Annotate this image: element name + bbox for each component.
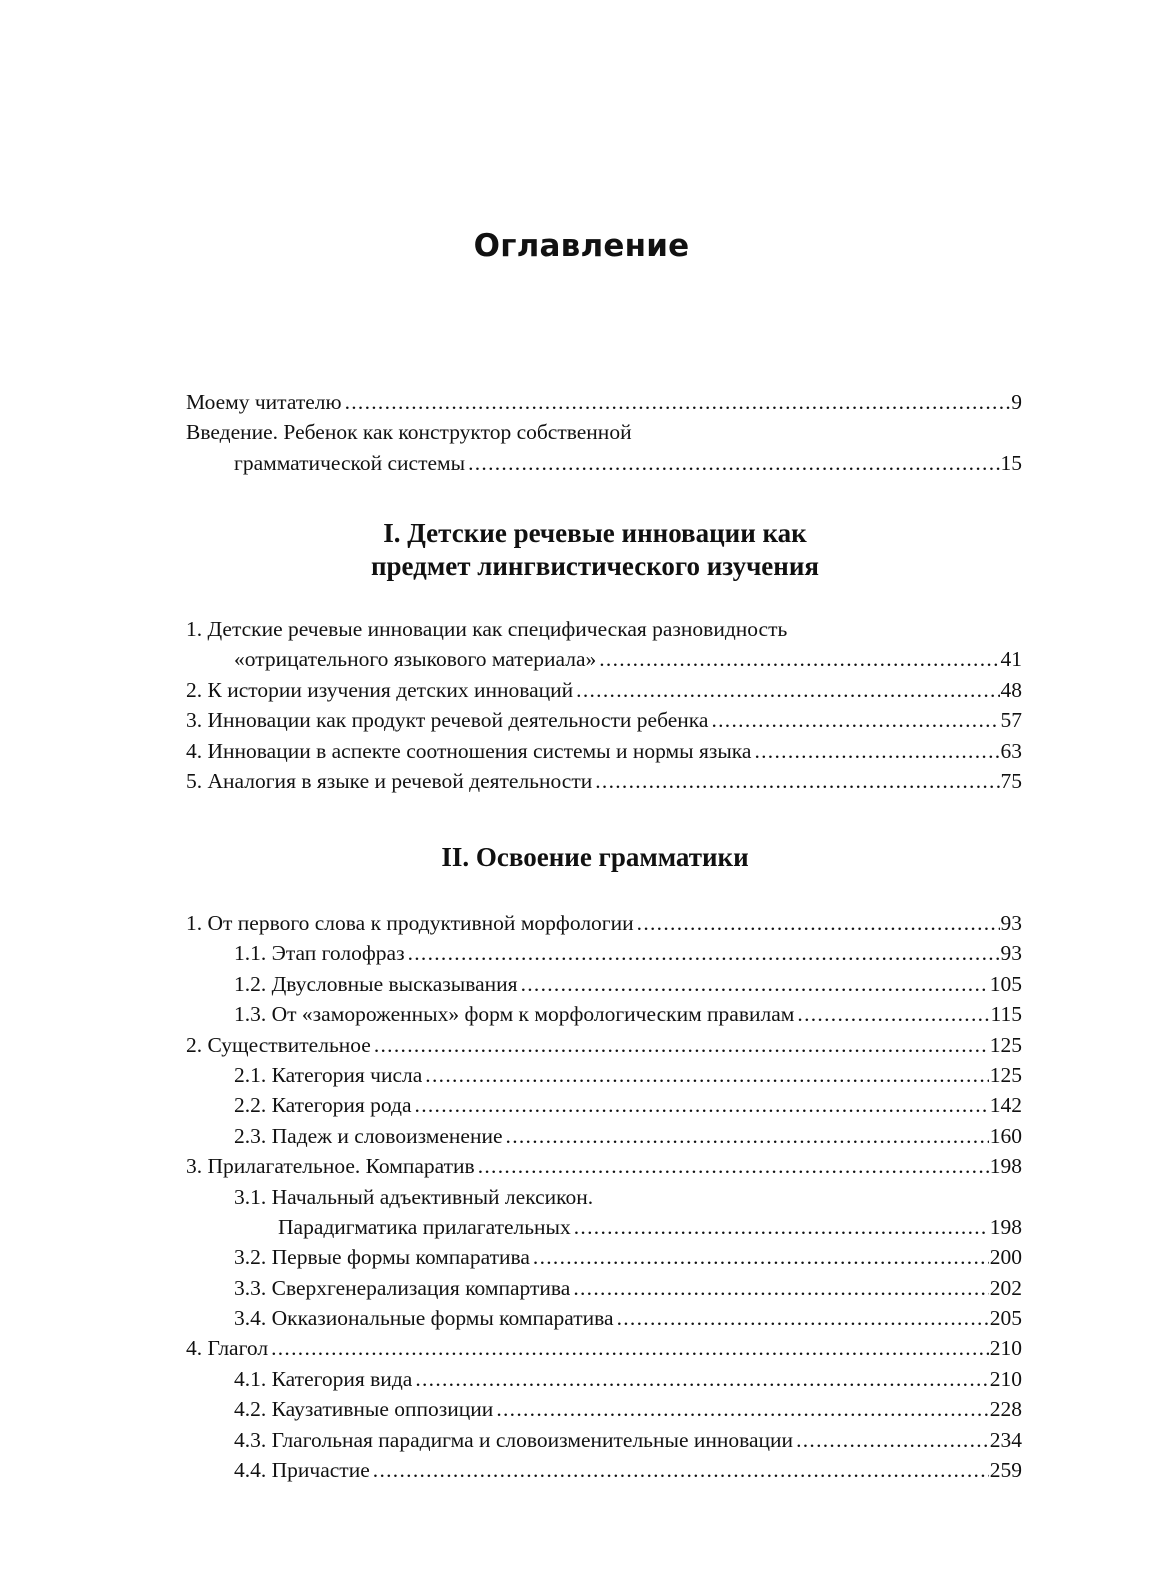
toc-entry-page-number: 93 <box>1000 941 1022 966</box>
toc-entry[interactable] <box>186 1367 1022 1397</box>
toc-entry-page-number: 160 <box>989 1123 1022 1148</box>
dot-leader <box>408 941 1000 966</box>
toc-entry[interactable] <box>186 739 1022 769</box>
toc-entry-label: 4. Глагол <box>186 1336 269 1361</box>
toc-entry-page-number: 234 <box>989 1427 1022 1452</box>
toc-entry[interactable] <box>186 1336 1022 1366</box>
section-heading-2 <box>0 841 1163 874</box>
dot-leader <box>271 1336 989 1361</box>
toc-entry-label: 1.3. От «замороженных» форм к морфологическим правилам <box>234 1002 795 1027</box>
toc-entry[interactable] <box>186 1245 1022 1275</box>
toc-entry-page-number: 200 <box>989 1245 1022 1270</box>
toc-entry[interactable] <box>186 1458 1022 1488</box>
dot-leader <box>415 1367 988 1392</box>
toc-entry[interactable] <box>186 1093 1022 1123</box>
toc-entry[interactable] <box>186 941 1022 971</box>
toc-entry[interactable] <box>186 1397 1022 1427</box>
toc-entry[interactable] <box>186 1002 1022 1032</box>
toc-entry[interactable] <box>186 617 1022 647</box>
dot-leader <box>425 1063 988 1088</box>
toc-entry-label: Моему читателю <box>186 390 342 414</box>
toc-entry-page-number: 205 <box>989 1306 1022 1331</box>
toc-entry[interactable] <box>186 390 1022 420</box>
toc-entry-page-number: 9 <box>1011 390 1022 414</box>
toc-entry[interactable] <box>186 1428 1022 1458</box>
toc-entry[interactable] <box>186 769 1022 799</box>
toc-entry[interactable] <box>186 647 1022 677</box>
toc-entry-label: Парадигматика прилагательных <box>278 1214 571 1239</box>
dot-leader <box>797 1002 989 1027</box>
toc-entry-page-number: 48 <box>1000 677 1022 702</box>
toc-entry[interactable] <box>186 1306 1022 1336</box>
toc-entry-page-number: 259 <box>989 1458 1022 1483</box>
toc-entry[interactable] <box>186 1033 1022 1063</box>
toc-entry-label: 3. Прилагательное. Компаратив <box>186 1154 475 1179</box>
toc-entry-page-number: 210 <box>989 1366 1022 1391</box>
dot-leader <box>345 390 1011 415</box>
toc-entry-label: 5. Аналогия в языке и речевой деятельности <box>186 768 593 793</box>
toc-entry-page-number: 105 <box>989 971 1022 996</box>
dot-leader <box>796 1428 989 1453</box>
toc-entry-page-number: 228 <box>989 1397 1022 1422</box>
toc-entry-page-number: 63 <box>1000 738 1022 763</box>
toc-entry-page-number: 202 <box>989 1275 1022 1300</box>
section-heading-1-line1: I. Детские речевые инновации как <box>383 518 807 548</box>
dot-leader <box>415 1093 989 1118</box>
page-title: Оглавление <box>473 228 690 264</box>
toc-entry[interactable] <box>186 678 1022 708</box>
toc-entry-label: 3.2. Первые формы компаратива <box>234 1245 530 1270</box>
toc-entry[interactable] <box>186 1063 1022 1093</box>
dot-leader <box>595 769 999 794</box>
dot-leader <box>478 1154 989 1179</box>
toc-intro-list <box>186 390 1022 481</box>
toc-entry[interactable] <box>186 1215 1022 1245</box>
toc-entry-page-number: 142 <box>989 1093 1022 1118</box>
toc-entry-label: 2.2. Категория рода <box>234 1093 412 1118</box>
toc-entry-label: 4.4. Причастие <box>234 1458 370 1483</box>
dot-leader <box>506 1124 989 1149</box>
toc-entry[interactable] <box>186 1185 1022 1215</box>
toc-entry-label: 2. К истории изучения детских инноваций <box>186 677 574 702</box>
toc-entry-label: 1. Детские речевые инновации как специфическая разновидность <box>186 617 788 641</box>
toc-entry-page-number: 198 <box>989 1214 1022 1239</box>
toc-entry[interactable] <box>186 451 1022 481</box>
toc-entry-label: 2.3. Падеж и словоизменение <box>234 1123 503 1148</box>
toc-entry-label: 1. От первого слова к продуктивной морфологии <box>186 911 634 935</box>
toc-entry-page-number: 125 <box>989 1062 1022 1087</box>
toc-entry-page-number: 75 <box>1000 768 1022 793</box>
toc-entry[interactable] <box>186 972 1022 1002</box>
dot-leader <box>599 647 999 672</box>
dot-leader <box>711 708 999 733</box>
toc-entry-label: 2.1. Категория числа <box>234 1062 423 1087</box>
dot-leader <box>468 451 999 476</box>
toc-entry-page-number: 41 <box>1000 647 1022 672</box>
dot-leader <box>637 911 1000 936</box>
dot-leader <box>576 678 999 703</box>
toc-entry[interactable] <box>186 1154 1022 1184</box>
toc-entry-label: грамматической системы <box>234 450 466 475</box>
dot-leader <box>496 1397 988 1422</box>
toc-entry-page-number: 125 <box>989 1032 1022 1057</box>
toc-entry-label: 4.1. Категория вида <box>234 1366 413 1391</box>
dot-leader <box>754 739 999 764</box>
toc-entry[interactable] <box>186 708 1022 738</box>
dot-leader <box>374 1033 989 1058</box>
section-heading-2-line1: II. Освоение грамматики <box>441 842 749 872</box>
toc-entry-label: 3.1. Начальный адъективный лексикон. <box>234 1184 594 1209</box>
toc-entry-page-number: 15 <box>1000 450 1022 475</box>
dot-leader <box>533 1245 989 1270</box>
toc-entry-label: 2. Существительное <box>186 1032 371 1057</box>
toc-entry[interactable] <box>186 911 1022 941</box>
toc-entry-page-number: 93 <box>1000 911 1022 935</box>
toc-entry-label: 3.3. Сверхгенерализация компартива <box>234 1275 571 1300</box>
toc-entry-page-number: 210 <box>989 1336 1022 1361</box>
toc-entry-label: 4. Инновации в аспекте соотношения системы и нормы языка <box>186 738 752 763</box>
toc-entry[interactable] <box>186 1124 1022 1154</box>
toc-entry-label: 3. Инновации как продукт речевой деятельности ребенка <box>186 708 709 733</box>
toc-entry-page-number: 198 <box>989 1154 1022 1179</box>
toc-entry-label: 3.4. Окказиональные формы компаратива <box>234 1306 614 1331</box>
toc-entry[interactable] <box>186 1276 1022 1306</box>
toc-section-2-list <box>186 911 1022 1488</box>
toc-section-1-list <box>186 617 1022 799</box>
dot-leader <box>521 972 989 997</box>
dot-leader <box>617 1306 989 1331</box>
toc-entry-page-number: 57 <box>1000 708 1022 733</box>
dot-leader <box>574 1215 989 1240</box>
toc-entry-label: 4.2. Каузативные оппозиции <box>234 1397 494 1422</box>
dot-leader <box>373 1458 989 1483</box>
toc-entry-label: 1.2. Двусловные высказывания <box>234 971 518 996</box>
toc-entry[interactable] <box>186 420 1022 450</box>
dot-leader <box>573 1276 988 1301</box>
section-heading-1 <box>0 517 1163 583</box>
toc-entry-label: «отрицательного языкового материала» <box>234 647 597 672</box>
toc-entry-label: 4.3. Глагольная парадигма и словоизменительные инновации <box>234 1427 794 1452</box>
toc-entry-label: Введение. Ребенок как конструктор собственной <box>186 420 632 445</box>
toc-entry-label: 1.1. Этап голофраз <box>234 941 405 966</box>
section-heading-1-line2: предмет лингвистического изучения <box>370 551 820 581</box>
toc-entry-page-number: 115 <box>990 1002 1022 1027</box>
